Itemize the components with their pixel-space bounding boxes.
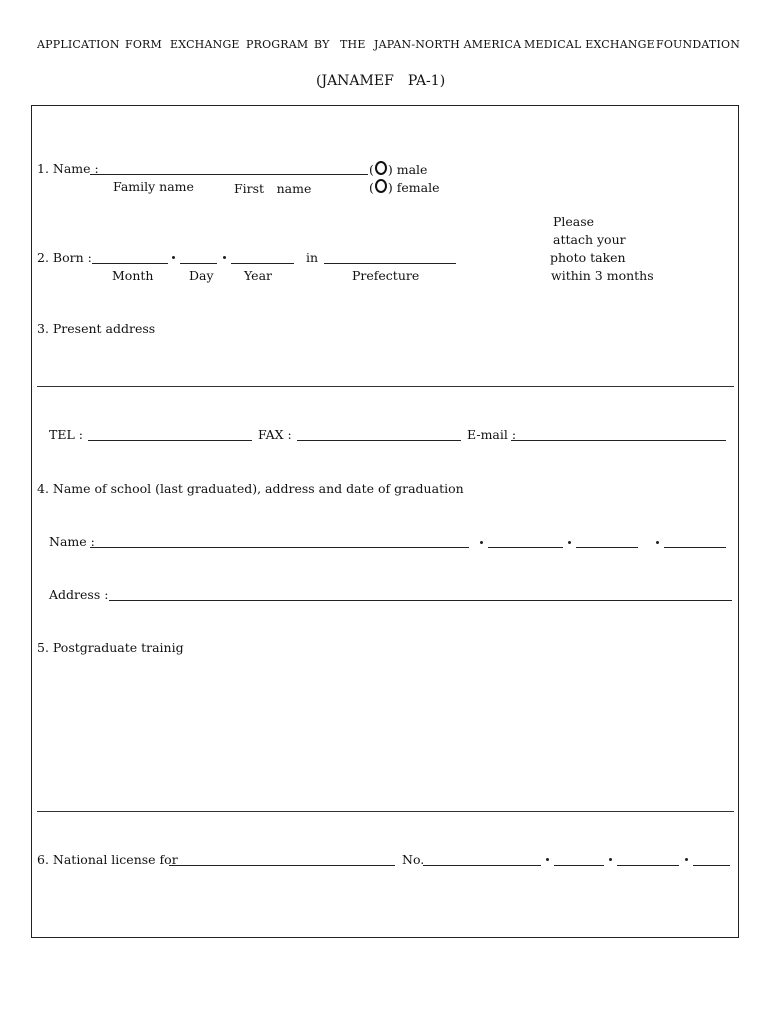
graduation-date-field[interactable] xyxy=(488,533,563,548)
header-word: MEDICAL EXCHANGE xyxy=(524,38,655,51)
birth-prefecture-field[interactable] xyxy=(324,249,456,264)
header-word: EXCHANGE xyxy=(170,38,240,51)
separator-dot xyxy=(609,858,612,861)
birth-month-field[interactable] xyxy=(92,249,168,264)
license-no-field[interactable] xyxy=(423,851,541,866)
present-address-label: 3. Present address xyxy=(37,321,156,336)
radio-icon[interactable] xyxy=(375,161,387,175)
male-option[interactable]: ( ) male xyxy=(369,162,428,177)
license-date-field[interactable] xyxy=(554,851,604,866)
form-subtitle: (JANAMEF PA-1) xyxy=(316,73,446,89)
tel-field[interactable] xyxy=(88,426,252,441)
header-word: JAPAN-NORTH AMERICA xyxy=(374,38,522,51)
postgraduate-training-label: 5. Postgraduate trainig xyxy=(37,640,184,655)
name-field[interactable] xyxy=(90,160,368,175)
tel-label: TEL : xyxy=(49,427,83,442)
form-header xyxy=(0,38,770,52)
school-name-field[interactable] xyxy=(90,533,469,548)
form-frame xyxy=(31,105,739,938)
separator-dot xyxy=(223,256,226,259)
birth-year-field[interactable] xyxy=(231,249,294,264)
separator-dot xyxy=(480,541,483,544)
year-caption: Year xyxy=(244,268,272,283)
photo-instruction: Please xyxy=(553,214,595,229)
born-in-label: in xyxy=(306,250,319,265)
license-date-field[interactable] xyxy=(617,851,679,866)
prefecture-caption: Prefecture xyxy=(352,268,420,283)
female-option[interactable]: ( ) female xyxy=(369,180,440,195)
header-word: FOUNDATION xyxy=(656,38,741,51)
family-name-caption: Family name xyxy=(113,179,194,194)
license-date-field[interactable] xyxy=(693,851,730,866)
header-word: BY xyxy=(314,38,330,51)
license-no-label: No. xyxy=(402,852,425,867)
day-caption: Day xyxy=(189,268,214,283)
email-label: E-mail : xyxy=(467,427,517,442)
national-license-field[interactable] xyxy=(169,851,395,866)
month-caption: Month xyxy=(112,268,154,283)
school-address-field[interactable] xyxy=(109,586,732,601)
first-name-caption: First name xyxy=(234,181,312,196)
separator-dot xyxy=(685,858,688,861)
fax-label: FAX : xyxy=(258,427,292,442)
email-field[interactable] xyxy=(511,426,726,441)
graduation-date-field[interactable] xyxy=(664,533,726,548)
separator-dot xyxy=(546,858,549,861)
born-label: 2. Born : xyxy=(37,250,92,265)
header-word: FORM xyxy=(125,38,162,51)
present-address-line[interactable] xyxy=(37,386,734,387)
header-word: THE xyxy=(340,38,366,51)
photo-instruction: attach your xyxy=(553,232,626,247)
school-label: 4. Name of school (last graduated), address and date of graduation xyxy=(37,481,464,496)
name-label: 1. Name : xyxy=(37,161,99,176)
photo-instruction: within 3 months xyxy=(551,268,654,283)
birth-day-field[interactable] xyxy=(180,249,217,264)
school-address-label: Address : xyxy=(49,587,109,602)
header-word: PROGRAM xyxy=(246,38,309,51)
male-label: male xyxy=(396,162,428,177)
national-license-label: 6. National license for xyxy=(37,852,178,867)
separator-dot xyxy=(656,541,659,544)
separator-dot xyxy=(172,256,175,259)
separator-dot xyxy=(568,541,571,544)
graduation-date-field[interactable] xyxy=(576,533,638,548)
postgraduate-training-line[interactable] xyxy=(37,811,734,812)
female-label: female xyxy=(396,180,440,195)
school-name-label: Name : xyxy=(49,534,95,549)
radio-icon[interactable] xyxy=(375,179,387,193)
photo-instruction: photo taken xyxy=(550,250,626,265)
header-word: APPLICATION xyxy=(37,38,120,51)
fax-field[interactable] xyxy=(297,426,461,441)
